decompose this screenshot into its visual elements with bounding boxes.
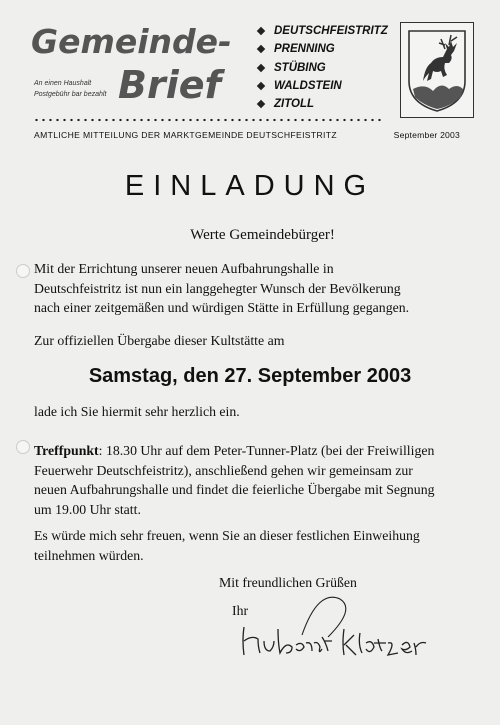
official-notice-label: AMTLICHE MITTEILUNG DER MARKTGEMEINDE DEUTSCHFEISTRITZ	[34, 130, 337, 140]
diamond-bullet-icon	[257, 100, 265, 108]
handover-paragraph: Zur offiziellen Übergabe dieser Kultstätte am	[34, 333, 285, 348]
handwritten-signature	[222, 585, 462, 675]
town-item: DEUTSCHFEISTRITZ	[258, 22, 388, 40]
dotted-divider	[33, 118, 385, 122]
town-list	[258, 22, 388, 113]
town-item: WALDSTEIN	[258, 77, 388, 95]
invitation-paragraph: lade ich Sie hiermit sehr herzlich ein.	[34, 404, 240, 419]
coat-of-arms-deer-icon	[400, 22, 474, 118]
closing-paragraph: Es würde mich sehr freuen, wenn Sie an dieser festlichen Einweihung teilnehmen würden.	[34, 528, 420, 563]
intro-paragraph: Mit der Errichtung unserer neuen Aufbahrungshalle in Deutschfeistritz ist nun ein langgehegter Wunsch der Bevölkerung nach einer zeitgemäßen und würdigen Stätte in Erfüllung gegangen.	[34, 261, 410, 315]
signature-prefix: Ihr	[232, 603, 249, 618]
punch-hole	[16, 440, 30, 454]
issue-date: September 2003	[393, 130, 460, 140]
town-item: ZITOLL	[258, 95, 388, 113]
event-date: Samstag, den 27. September 2003	[88, 365, 412, 387]
postage-note-line1: An einen Haushalt	[34, 80, 92, 87]
headline: EINLADUNG	[124, 170, 376, 202]
meeting-point-paragraph: Treffpunkt: 18.30 Uhr auf dem Peter-Tunner-Platz (bei der Freiwilligen Feuerwehr Deutschfeistritz), anschließend gehen wir gemeinsam zur neuen Aufbahrungshalle und findet die feierliche Übergabe mit Segnung um 19.00 Uhr statt.	[34, 443, 435, 517]
meeting-point-label: Treffpunkt	[34, 443, 99, 458]
town-item: STÜBING	[258, 59, 388, 77]
diamond-bullet-icon	[257, 82, 265, 90]
town-item: PRENNING	[258, 40, 388, 58]
greeting: Werte Gemeindebürger!	[190, 227, 335, 243]
diamond-bullet-icon	[257, 63, 265, 71]
masthead-title-line1: Gemeinde-	[31, 22, 232, 61]
official-notice-header	[34, 130, 460, 140]
masthead-title-line2: Brief	[118, 63, 222, 107]
diamond-bullet-icon	[257, 45, 265, 53]
closing-salutation: Mit freundlichen Grüßen	[219, 575, 357, 590]
punch-hole	[16, 264, 30, 278]
diamond-bullet-icon	[257, 27, 265, 35]
postage-note-line2: Postgebühr bar bezahlt	[34, 91, 107, 98]
